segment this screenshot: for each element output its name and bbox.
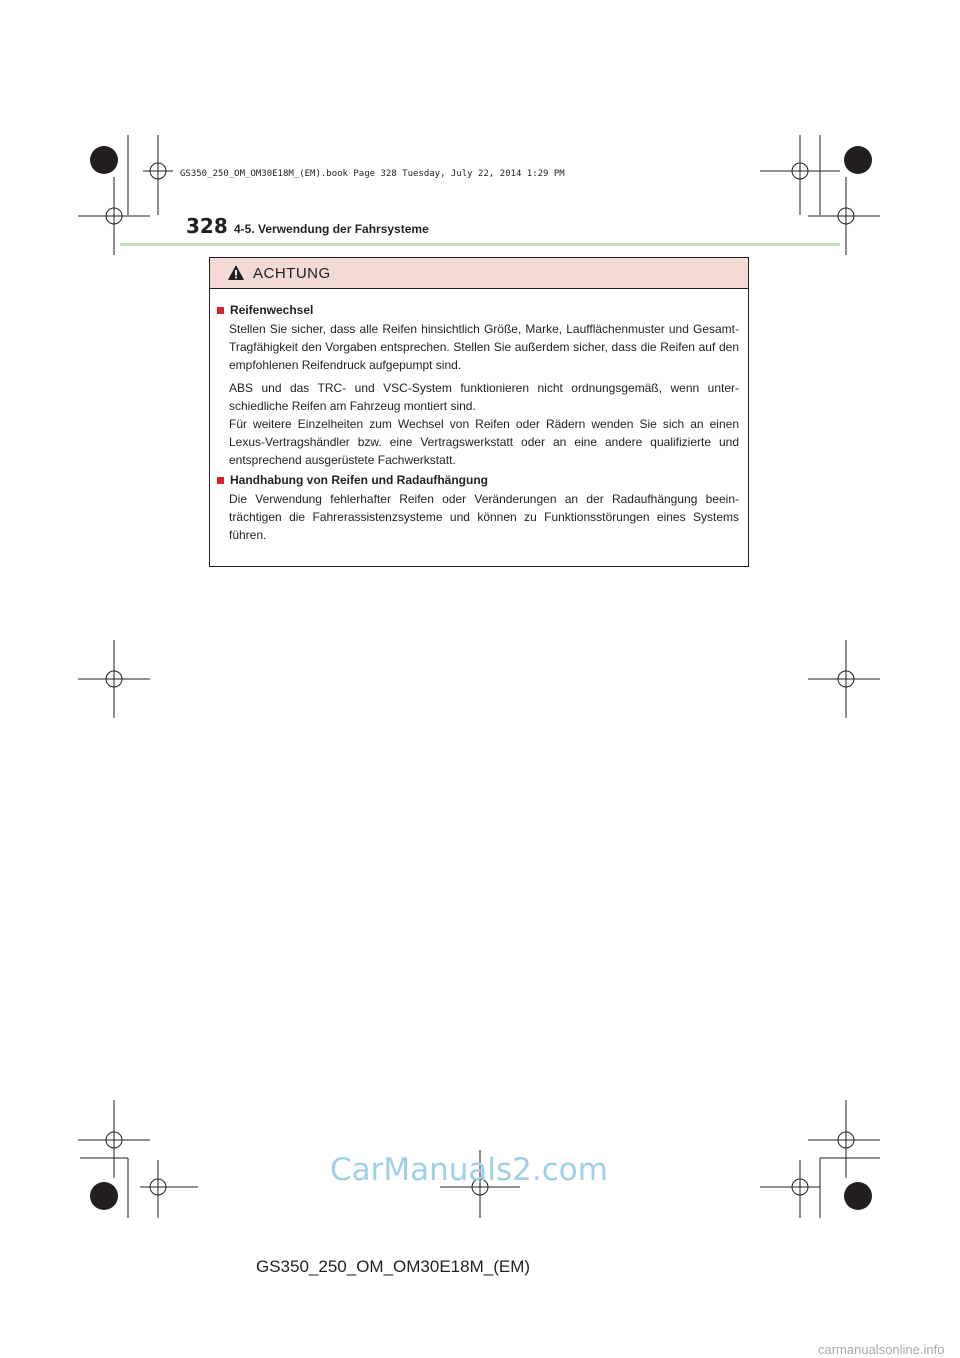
paragraph: ABS und das TRC- und VSC-System funktionieren nicht ordnungsgemäß, wenn unter-schiedliche Reifen am Fahrzeug montiert sind.	[229, 381, 739, 413]
warning-triangle-icon	[227, 264, 245, 281]
page-number: 328	[186, 214, 228, 238]
warning-title: ACHTUNG	[253, 265, 331, 282]
warning-body	[210, 289, 748, 544]
site-watermark: carmanualsonline.info	[818, 1342, 945, 1357]
paragraph: Die Verwendung fehlerhafter Reifen oder Veränderungen an der Radaufhängung beein-trächtigen die Fahrerassistenzsysteme und können zu Funktionsstörungen eines Systems führen.	[229, 492, 739, 542]
item-title: Handhabung von Reifen und Radaufhängung	[230, 473, 488, 487]
bullet-square-icon	[217, 307, 224, 314]
paragraph: Stellen Sie sicher, dass alle Reifen hinsichtlich Größe, Marke, Laufflächenmuster und Gesamt-Tragfähigkeit den Vorgaben entsprechen. Stellen Sie außerdem sicher, dass die Reifen auf den empfohlenen Reifendruck aufgepumpt sind.	[229, 322, 739, 372]
watermark: CarManuals2.com	[330, 1152, 608, 1188]
footer-code: GS350_250_OM_OM30E18M_(EM)	[256, 1257, 531, 1276]
warning-item	[217, 303, 739, 317]
warning-box	[209, 257, 749, 567]
warning-item	[217, 473, 739, 487]
section-title: 4-5. Verwendung der Fahrsysteme	[234, 222, 429, 236]
header-rule	[120, 243, 840, 246]
warning-header	[210, 258, 748, 289]
item-title: Reifenwechsel	[230, 303, 314, 317]
print-info: GS350_250_OM_OM30E18M_(EM).book Page 328 Tuesday, July 22, 2014 1:29 PM	[180, 169, 565, 179]
paragraph: Für weitere Einzelheiten zum Wechsel von Reifen oder Rädern wenden Sie sich an einen Lexus-Vertragshändler bzw. eine Vertragswerkstatt oder an eine andere qualifizierte und entsprechend ausgerüstete Fachwerkstatt.	[229, 417, 739, 467]
bullet-square-icon	[217, 477, 224, 484]
